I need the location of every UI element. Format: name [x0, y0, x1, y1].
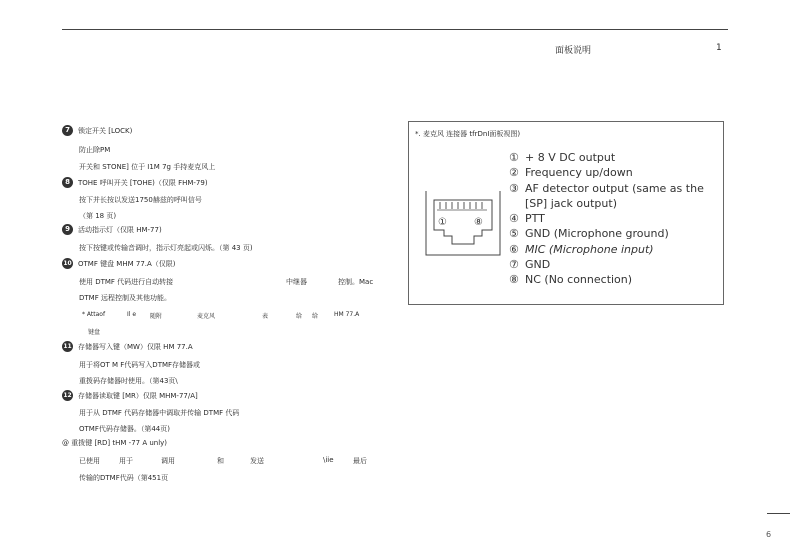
item-text: 开关和 STONE] 位于 I1M 7g 手持麦克风上 [79, 163, 216, 171]
item-number-badge: 12 [63, 392, 72, 399]
pin-number: ⑦ [509, 258, 519, 272]
text-fragment: 中继器 [286, 278, 307, 286]
text-fragment: 已使用 [79, 457, 100, 465]
item-lock-heading [62, 125, 132, 136]
text-fragment: * Attaof [82, 311, 106, 318]
pin-row [509, 257, 704, 272]
pin-row [509, 181, 704, 196]
text-fragment: 给 [312, 313, 319, 320]
connector-jack-diagram [424, 190, 502, 258]
text-fragment: 麦克风 [197, 313, 216, 320]
item-title: 锁定开关 [LOCK) [78, 126, 133, 135]
text-fragment: 给 [296, 313, 303, 320]
item-title: 存储器写入键（MW）仅限 HM 77.A [78, 342, 193, 351]
item-title: OTMF 键盘 MHM 77.A（仅限) [78, 259, 176, 268]
item-title: @ 重拨键 [RD] tHM -77 A unly) [62, 439, 168, 447]
jack-pin-label: ⑧ [474, 217, 483, 228]
pin-number: ③ [509, 181, 519, 195]
page-number: 6 [766, 530, 772, 539]
pin-row [509, 165, 704, 180]
pin-description: MIC (Microphone input) [525, 242, 654, 256]
section-title: 面板说明 [555, 46, 592, 56]
item-rd-heading [62, 438, 167, 448]
panel-caption: *. 麦克风 连接器 tfrDnI面板视图) [415, 130, 521, 138]
header-page-marker: 1 [716, 43, 722, 53]
item-text: 按下并长按以发送1750赫兹的呼叫信号 [79, 196, 202, 204]
text-fragment: 发送 [250, 457, 264, 465]
item-number-badge: 9 [62, 224, 73, 235]
jack-pin-label: ① [438, 217, 447, 228]
text-fragment: 使用 DTMF 代码进行自动转接 [79, 278, 174, 286]
connector-panel [408, 121, 724, 305]
text-fragment: \iie [323, 456, 334, 464]
item-title: 存储器读取键 [MR）仅限 MHM-77/A] [78, 391, 198, 400]
item-title: 活动指示灯（仅限 HM-77) [78, 225, 162, 234]
pin-row-continuation [509, 196, 704, 211]
item-text: 重拨码存储器时使用。（第43页\ [79, 377, 178, 385]
text-fragment: 表 [262, 313, 269, 320]
item-text: DTMF 远程控制及其他功能。 [79, 294, 171, 302]
header-rule [62, 29, 728, 30]
text-fragment: 用于 [119, 457, 133, 465]
text-fragment: HM 77.A [334, 311, 360, 318]
item-text: 防止除PM [79, 146, 111, 154]
text-fragment: 调用 [161, 457, 175, 465]
pin-row [509, 272, 704, 287]
pin-number: ⑤ [509, 227, 519, 241]
item-text: （第 18 页) [79, 212, 117, 220]
pin-description: [SP] jack output) [525, 196, 617, 210]
item-otmf-heading [62, 258, 176, 269]
item-text: 用于将OT M F代码写入DTMF存储器或 [79, 361, 201, 369]
pin-description: GND [525, 258, 551, 272]
pin-description: + 8 V DC output [525, 151, 616, 164]
item-text: OTMF代码存储器。（第44页) [79, 425, 170, 433]
pin-row [509, 242, 704, 257]
pin-row [509, 211, 704, 226]
pin-description: GND (Microphone ground) [525, 227, 669, 241]
pin-row [509, 226, 704, 241]
pin-number: ① [509, 151, 519, 164]
text-fragment: Il e [127, 311, 137, 318]
item-text: 传输的DTMF代码（第451页 [79, 474, 169, 482]
pin-number: ② [509, 166, 519, 180]
text-fragment: 随附 [150, 313, 163, 320]
item-mw-heading [62, 341, 193, 352]
pin-number: ④ [509, 212, 519, 226]
item-mr-heading [62, 390, 198, 401]
text-fragment: 和 [217, 457, 224, 465]
footer-rule [767, 513, 790, 514]
item-number-badge: 8 [62, 177, 73, 188]
pin-row [509, 150, 704, 165]
item-title: TOHE 呼叫开关 [TOHE)（仅限 FHM-79) [78, 178, 208, 187]
text-fragment: 控制。Mac [338, 278, 374, 286]
item-tone-heading [62, 177, 208, 188]
jack-contacts [440, 202, 482, 209]
item-number-badge: 7 [62, 125, 73, 136]
pin-description: NC (No connection) [525, 273, 633, 287]
pin-list [509, 150, 704, 288]
pin-number: ⑧ [509, 273, 519, 287]
item-activity-heading [62, 224, 162, 235]
item-text: 键盘 [88, 329, 101, 336]
item-number-badge: 11 [63, 343, 72, 350]
pin-description: PTT [525, 212, 545, 226]
text-fragment: 最后 [353, 457, 367, 465]
item-number-badge: 10 [63, 260, 72, 267]
item-text: 按下按键或传输音调时，指示灯亮起或闪烁。（第 43 页) [79, 244, 253, 252]
pin-description: AF detector output (same as the [525, 181, 704, 195]
pin-description: Frequency up/down [525, 166, 633, 180]
item-text: 用于从 DTMF 代码存储器中调取并传输 DTMF 代码 [79, 409, 240, 417]
pin-number: ⑥ [509, 242, 519, 256]
